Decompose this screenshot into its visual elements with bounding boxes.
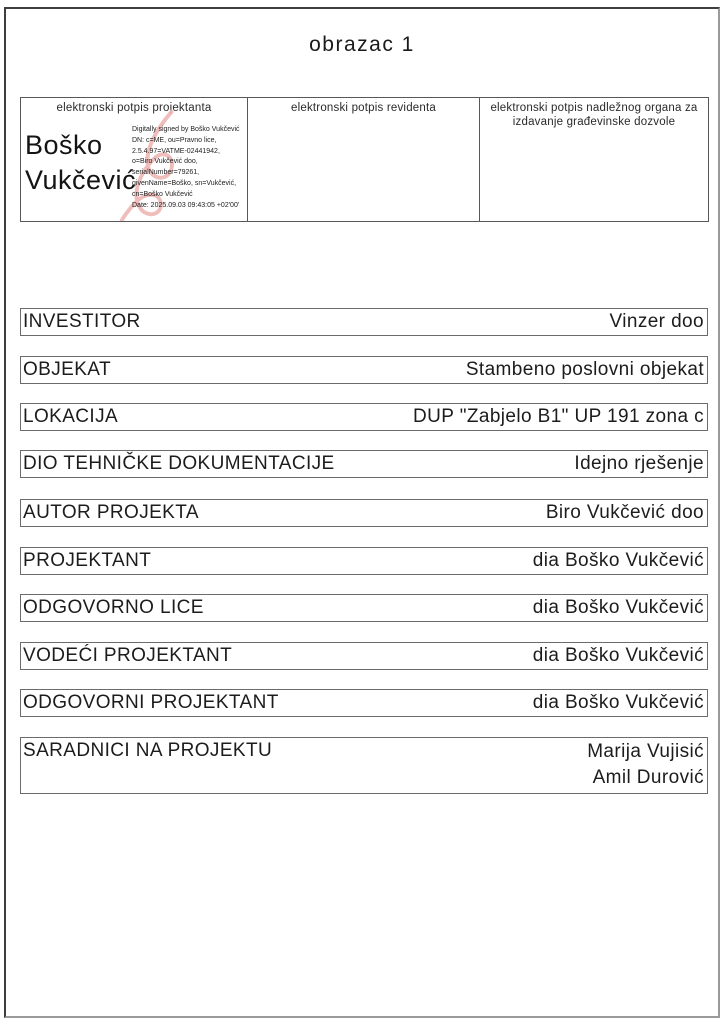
field-value: Vinzer doo (609, 311, 704, 332)
field-label: LOKACIJA (23, 406, 119, 427)
field-values (587, 738, 707, 793)
field-row-objekat (20, 356, 708, 384)
signature-details-line: cn=Boško Vukčević (132, 190, 193, 198)
signatory-name (25, 128, 136, 198)
signature-details-line: Date: 2025.09.03 09:43:05 +02'00' (132, 201, 240, 209)
signature-table (20, 97, 709, 222)
field-row-lokacija (20, 403, 708, 431)
signature-details-line: DN: c=ME, ou=Pravno lice, (132, 136, 217, 144)
field-label: SARADNICI NA PROJEKTU (23, 740, 273, 761)
field-value: Idejno rješenje (574, 453, 704, 474)
field-row-odgovorni-projektant (20, 689, 708, 717)
field-label: VODEĆI PROJEKTANT (23, 645, 233, 666)
signature-details-line: serialNumber=79261, (132, 169, 200, 177)
field-label: ODGOVORNO LICE (23, 597, 204, 618)
signatory-name-line-1: Boško (25, 130, 103, 160)
signature-header-projektant: elektronski potpis projektanta (56, 102, 212, 114)
field-value: dia Boško Vukčević (532, 597, 704, 618)
field-row-dio-tehnicke-dokumentacije (20, 450, 708, 478)
field-value: Marija Vujisić (587, 741, 704, 762)
field-row-autor-projekta (20, 499, 708, 527)
field-label: DIO TEHNIČKE DOKUMENTACIJE (23, 453, 335, 474)
field-row-investitor (20, 308, 708, 336)
field-label: INVESTITOR (23, 311, 141, 332)
signature-details-line: 2.5.4.97=VATME-02441942, (132, 147, 220, 155)
signature-details-line: o=Biro Vukčević doo, (132, 158, 198, 166)
field-label: OBJEKAT (23, 359, 111, 380)
field-value: dia Boško Vukčević (532, 550, 704, 571)
field-row-projektant (20, 547, 708, 575)
field-label: PROJEKTANT (23, 550, 152, 571)
field-value: Biro Vukčević doo (545, 502, 704, 523)
field-value: dia Boško Vukčević (532, 645, 704, 666)
signature-cell-revident (247, 98, 479, 221)
field-row-odgovorno-lice (20, 594, 708, 622)
signature-details-line: Digitally signed by Boško Vukčević (132, 126, 240, 133)
field-value: Stambeno poslovni objekat (465, 359, 704, 380)
field-value: Amil Durović (592, 767, 704, 788)
field-value: dia Boško Vukčević (532, 692, 704, 713)
signature-header-nadlezni-organ: elektronski potpis nadležnog organa za izdavanje građevinske dozvole (490, 102, 698, 128)
field-row-saradnici-na-projektu (20, 737, 708, 794)
field-row-vodeci-projektant (20, 642, 708, 670)
page-title: obrazac 1 (309, 33, 415, 56)
signature-cell-projektant (21, 98, 247, 221)
signature-details (132, 125, 247, 211)
field-label: ODGOVORNI PROJEKTANT (23, 692, 279, 713)
signature-cell-nadlezni-organ (479, 98, 708, 221)
signature-header-revident: elektronski potpis revidenta (291, 102, 436, 114)
field-label: AUTOR PROJEKTA (23, 502, 199, 523)
signature-details-line: givenName=Boško, sn=Vukčević, (132, 179, 237, 187)
field-value: DUP "Zabjelo B1" UP 191 zona c (413, 406, 704, 427)
signatory-name-line-2: Vukčević (25, 165, 137, 195)
